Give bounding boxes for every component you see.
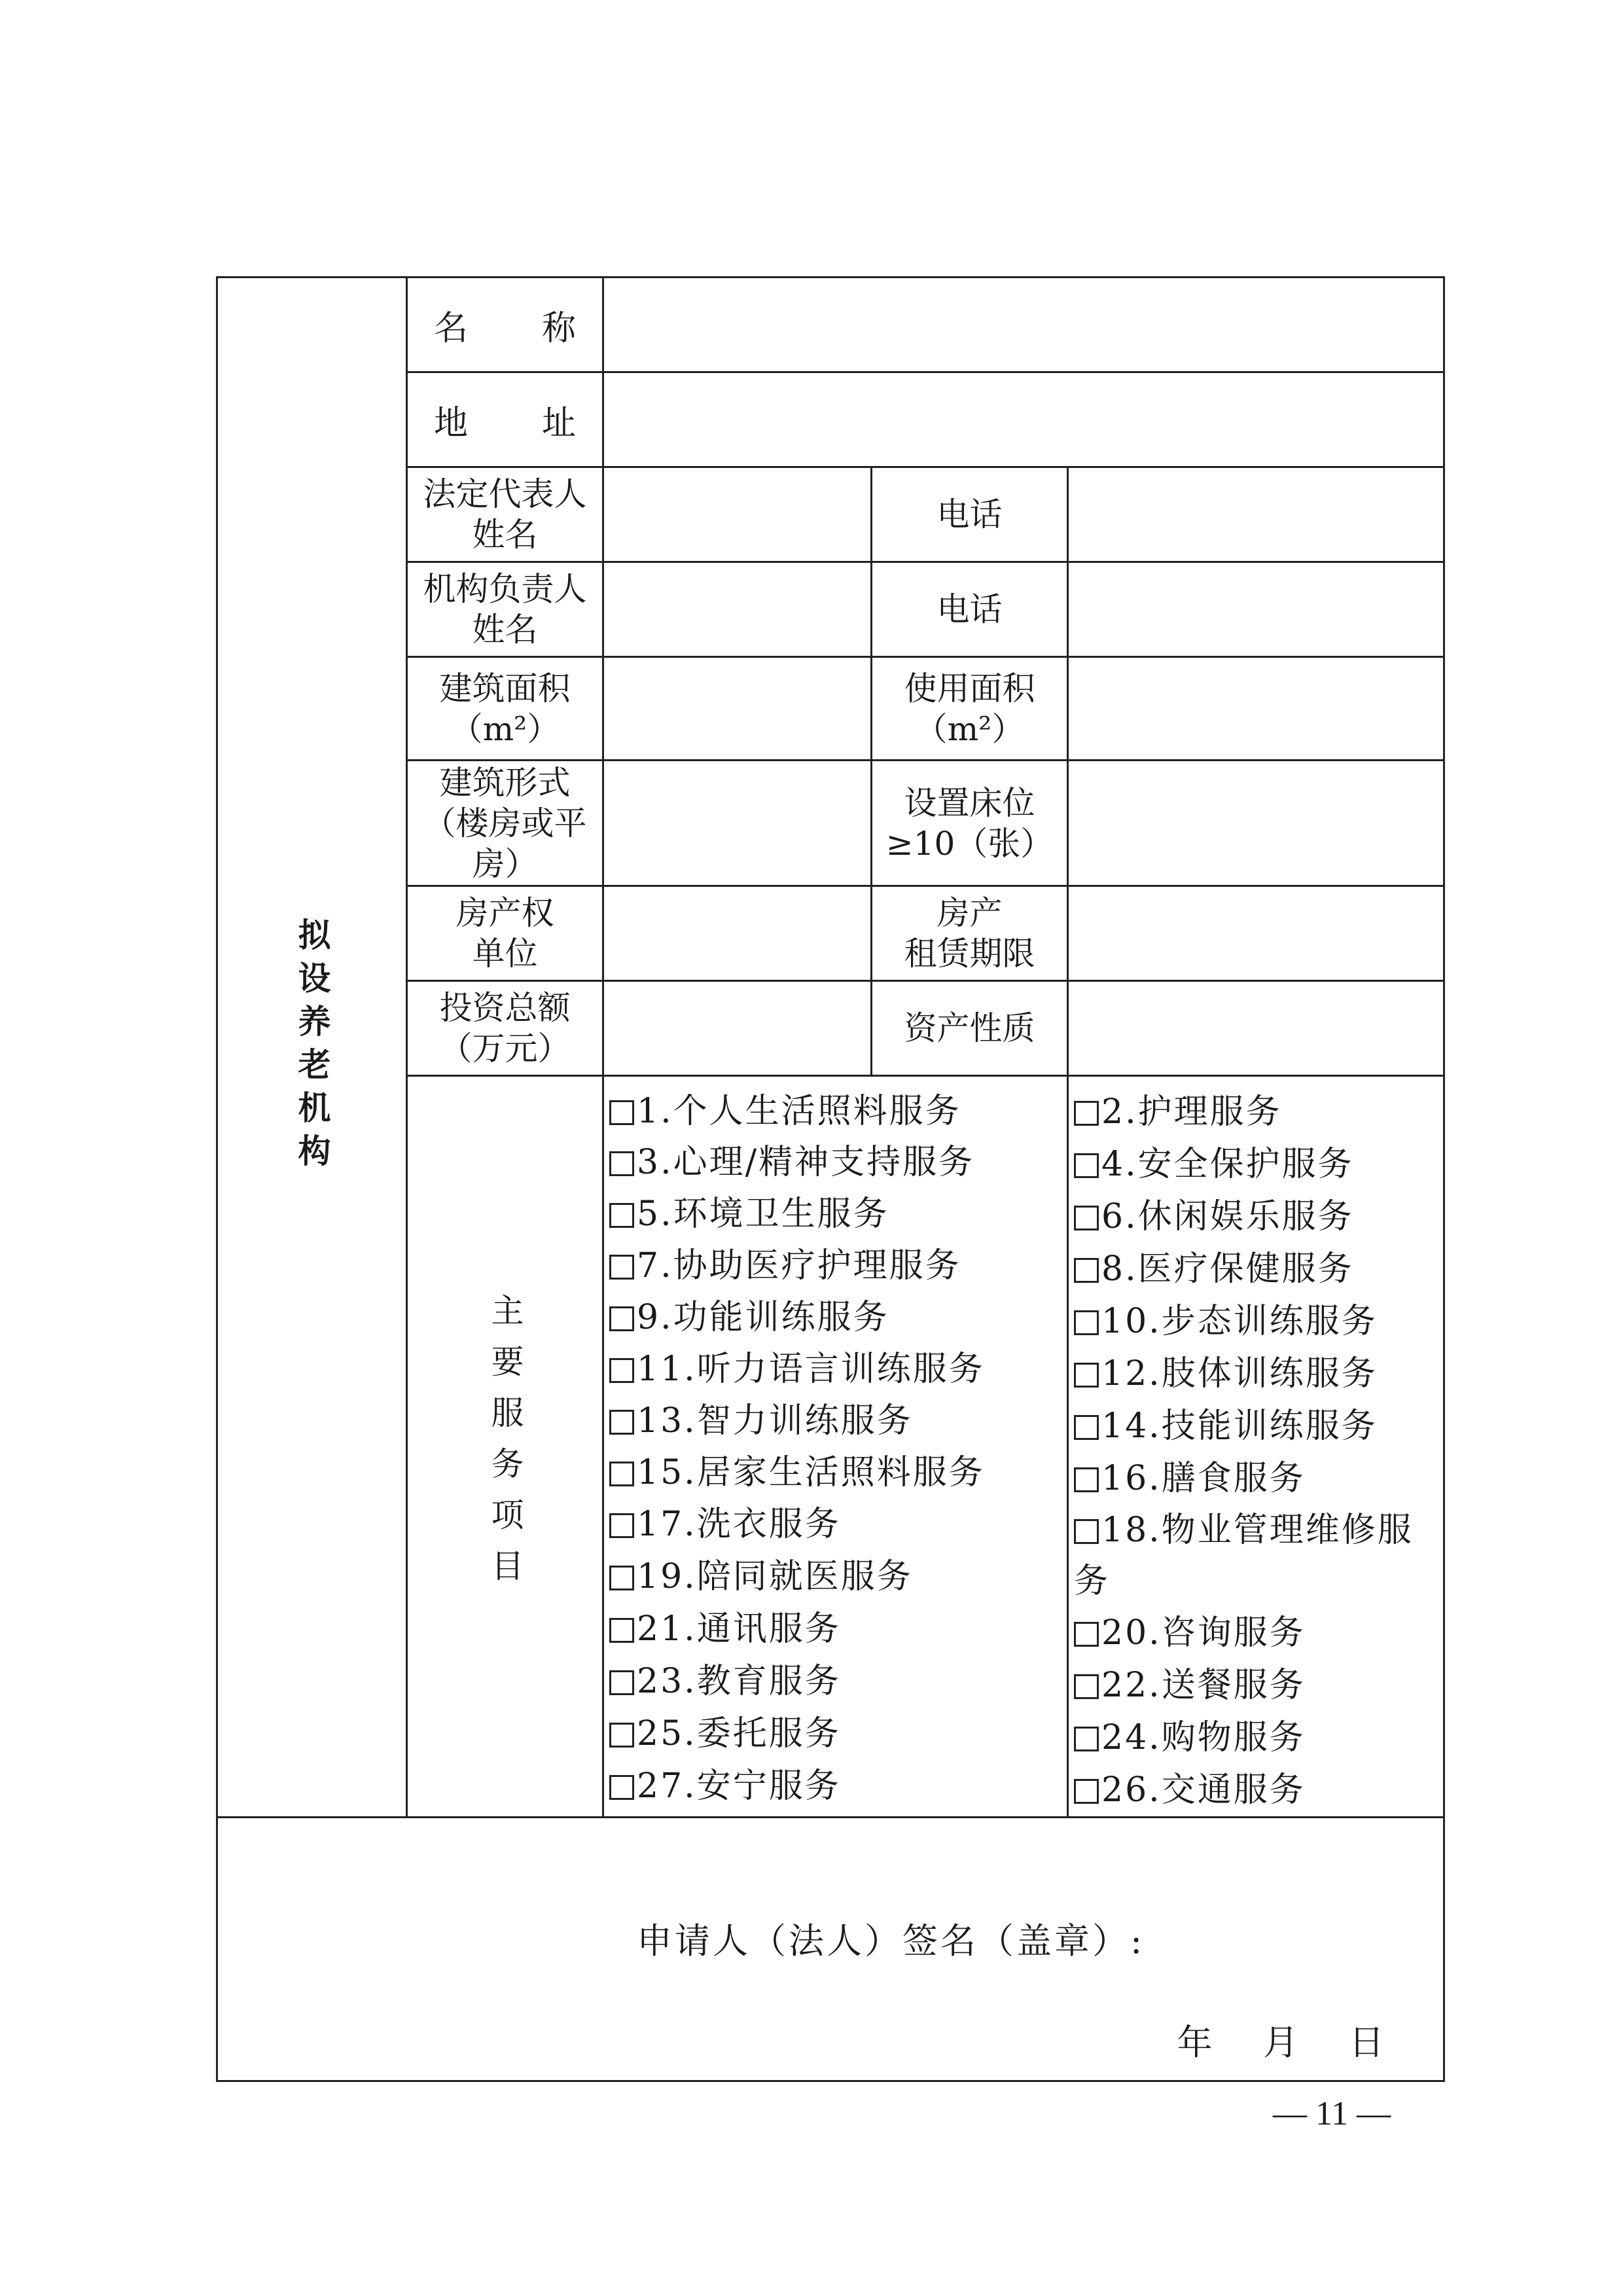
service-option-label: 27.安宁服务 bbox=[637, 1767, 841, 1806]
service-option-label: 15.居家生活照料服务 bbox=[637, 1453, 985, 1492]
service-option-label: 9.功能训练服务 bbox=[637, 1298, 889, 1337]
services-right-column bbox=[1068, 1076, 1444, 1818]
service-option-label: 5.环境卫生服务 bbox=[637, 1194, 889, 1234]
service-option[interactable] bbox=[1069, 1400, 1443, 1452]
legal-rep-phone-field[interactable] bbox=[1068, 467, 1444, 562]
service-option[interactable] bbox=[604, 1498, 1067, 1551]
service-option[interactable] bbox=[604, 1137, 1067, 1188]
service-option-label: 17.洗衣服务 bbox=[637, 1505, 841, 1544]
investment-label: 投资总额 （万元） bbox=[407, 981, 603, 1076]
service-option[interactable] bbox=[1069, 1607, 1443, 1659]
service-option[interactable] bbox=[604, 1603, 1067, 1655]
service-option[interactable] bbox=[604, 1655, 1067, 1708]
legal-rep-phone-label: 电话 bbox=[872, 467, 1068, 562]
service-option-label: 6.休闲娱乐服务 bbox=[1101, 1197, 1354, 1236]
service-option[interactable] bbox=[604, 1760, 1067, 1812]
checkbox-icon[interactable] bbox=[609, 1151, 634, 1176]
service-option[interactable] bbox=[1069, 1138, 1443, 1191]
checkbox-icon[interactable] bbox=[1074, 1674, 1099, 1699]
service-option-label: 10.步态训练服务 bbox=[1101, 1302, 1378, 1341]
head-field[interactable] bbox=[603, 562, 872, 657]
service-option[interactable] bbox=[1069, 1191, 1443, 1243]
service-option[interactable] bbox=[604, 1086, 1067, 1137]
service-option-label: 18.物业管理维修服务 bbox=[1074, 1511, 1414, 1601]
building-type-field[interactable] bbox=[603, 761, 872, 886]
checkbox-icon[interactable] bbox=[609, 1358, 634, 1383]
checkbox-icon[interactable] bbox=[1074, 1415, 1099, 1440]
usable-area-field[interactable] bbox=[1068, 657, 1444, 761]
service-option-label: 22.送餐服务 bbox=[1101, 1666, 1306, 1705]
usable-area-label: 使用面积 （m²） bbox=[872, 657, 1068, 761]
checkbox-icon[interactable] bbox=[609, 1723, 634, 1748]
head-label: 机构负责人 姓名 bbox=[407, 562, 603, 657]
checkbox-icon[interactable] bbox=[1074, 1310, 1099, 1335]
service-option-label: 20.咨询服务 bbox=[1101, 1613, 1306, 1653]
service-option[interactable] bbox=[1069, 1086, 1443, 1138]
checkbox-icon[interactable] bbox=[609, 1306, 634, 1331]
service-option-label: 2.护理服务 bbox=[1101, 1092, 1282, 1132]
services-label: 主要服务项目 bbox=[407, 1076, 603, 1818]
head-phone-label: 电话 bbox=[872, 562, 1068, 657]
checkbox-icon[interactable] bbox=[609, 1410, 634, 1435]
checkbox-icon[interactable] bbox=[1074, 1258, 1099, 1283]
service-option[interactable] bbox=[604, 1447, 1067, 1498]
service-option-label: 23.教育服务 bbox=[637, 1662, 841, 1701]
service-option-label: 26.交通服务 bbox=[1101, 1770, 1306, 1810]
name-label: 名 称 bbox=[407, 278, 603, 372]
building-area-label: 建筑面积 （m²） bbox=[407, 657, 603, 761]
service-option[interactable] bbox=[1069, 1243, 1443, 1295]
lease-term-field[interactable] bbox=[1068, 886, 1444, 981]
services-left-column bbox=[603, 1076, 1068, 1818]
service-option-label: 14.技能训练服务 bbox=[1101, 1407, 1378, 1446]
date-label: 年 月 日 bbox=[1177, 2022, 1384, 2063]
beds-field[interactable] bbox=[1068, 761, 1444, 886]
application-form-table bbox=[216, 276, 1445, 2082]
service-option[interactable] bbox=[604, 1708, 1067, 1760]
service-option-label: 4.安全保护服务 bbox=[1101, 1145, 1354, 1184]
checkbox-icon[interactable] bbox=[609, 1255, 634, 1280]
service-option[interactable] bbox=[1069, 1348, 1443, 1400]
checkbox-icon[interactable] bbox=[1074, 1153, 1099, 1178]
checkbox-icon[interactable] bbox=[1074, 1467, 1099, 1492]
checkbox-icon[interactable] bbox=[1074, 1363, 1099, 1388]
signature-label: 申请人（法人）签名（盖章）: bbox=[637, 1920, 1145, 1962]
building-area-field[interactable] bbox=[603, 657, 872, 761]
checkbox-icon[interactable] bbox=[1074, 1727, 1099, 1751]
service-option-label: 13.智力训练服务 bbox=[637, 1401, 913, 1441]
address-label: 地 址 bbox=[407, 372, 603, 467]
checkbox-icon[interactable] bbox=[609, 1203, 634, 1228]
checkbox-icon[interactable] bbox=[609, 1462, 634, 1486]
service-option-label: 8.医疗保健服务 bbox=[1101, 1249, 1354, 1289]
legal-rep-field[interactable] bbox=[603, 467, 872, 562]
head-phone-field[interactable] bbox=[1068, 562, 1444, 657]
service-option[interactable] bbox=[1069, 1712, 1443, 1764]
service-option[interactable] bbox=[1069, 1452, 1443, 1505]
service-option[interactable] bbox=[604, 1240, 1067, 1291]
signature-section bbox=[217, 1818, 1444, 2081]
service-option-label: 25.委托服务 bbox=[637, 1714, 841, 1753]
property-owner-label: 房产权 单位 bbox=[407, 886, 603, 981]
checkbox-icon[interactable] bbox=[1074, 1519, 1099, 1544]
service-option[interactable] bbox=[1069, 1659, 1443, 1712]
checkbox-icon[interactable] bbox=[609, 1100, 634, 1125]
service-option-label: 3.心理/精神支持服务 bbox=[637, 1143, 975, 1182]
beds-label: 设置床位 ≥10（张） bbox=[872, 761, 1068, 886]
checkbox-icon[interactable] bbox=[1074, 1206, 1099, 1230]
legal-rep-label: 法定代表人 姓名 bbox=[407, 467, 603, 562]
service-option-label: 1.个人生活照料服务 bbox=[637, 1092, 961, 1131]
checkbox-icon[interactable] bbox=[1074, 1779, 1099, 1804]
service-option[interactable] bbox=[1069, 1505, 1443, 1607]
service-option-label: 19.陪同就医服务 bbox=[637, 1557, 913, 1596]
section-label: 拟设养老机构 bbox=[217, 278, 407, 1818]
page-number: — 11 — bbox=[1273, 2095, 1391, 2132]
name-field[interactable] bbox=[603, 278, 1444, 372]
investment-field[interactable] bbox=[603, 981, 872, 1076]
service-option[interactable] bbox=[604, 1291, 1067, 1344]
checkbox-icon[interactable] bbox=[1074, 1622, 1099, 1647]
service-option-label: 21.通讯服务 bbox=[637, 1609, 841, 1649]
checkbox-icon[interactable] bbox=[609, 1513, 634, 1538]
service-option-label: 11.听力语言训练服务 bbox=[637, 1350, 985, 1389]
service-option[interactable] bbox=[604, 1551, 1067, 1603]
service-option[interactable] bbox=[604, 1188, 1067, 1240]
asset-nature-label: 资产性质 bbox=[872, 981, 1068, 1076]
service-option[interactable] bbox=[604, 1344, 1067, 1395]
checkbox-icon[interactable] bbox=[1074, 1101, 1099, 1126]
checkbox-icon[interactable] bbox=[609, 1566, 634, 1590]
service-option-label: 16.膳食服务 bbox=[1101, 1459, 1306, 1498]
lease-term-label: 房产 租赁期限 bbox=[872, 886, 1068, 981]
checkbox-icon[interactable] bbox=[609, 1618, 634, 1643]
service-option-label: 12.肢体训练服务 bbox=[1101, 1354, 1378, 1393]
service-option-label: 7.协助医疗护理服务 bbox=[637, 1246, 961, 1285]
property-owner-field[interactable] bbox=[603, 886, 872, 981]
asset-nature-field[interactable] bbox=[1068, 981, 1444, 1076]
service-option[interactable] bbox=[1069, 1295, 1443, 1348]
service-option[interactable] bbox=[604, 1395, 1067, 1447]
checkbox-icon[interactable] bbox=[609, 1670, 634, 1695]
address-field[interactable] bbox=[603, 372, 1444, 467]
service-option[interactable] bbox=[1069, 1764, 1443, 1816]
building-type-label: 建筑形式 （楼房或平 房） bbox=[407, 761, 603, 886]
checkbox-icon[interactable] bbox=[609, 1775, 634, 1800]
service-option-label: 24.购物服务 bbox=[1101, 1718, 1306, 1757]
